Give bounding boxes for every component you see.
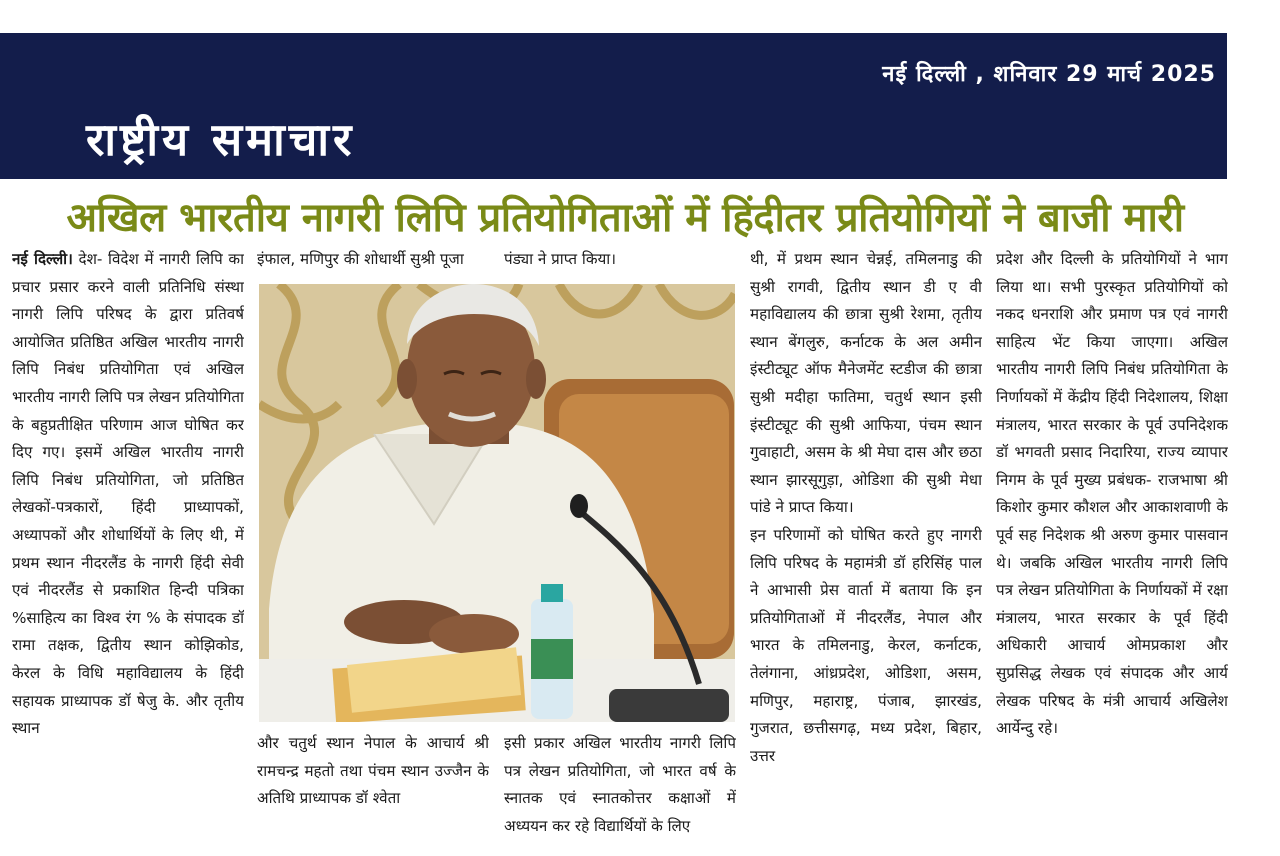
dateline: नई दिल्ली , शनिवार 29 मार्च 2025 [882,62,1216,87]
column-4-paragraph-2: इन परिणामों को घोषित करते हुए नागरी लिपि परिषद के महामंत्री डॉ हरिसिंह पाल ने आभासी प्रेस वार्ता में बताया कि इन प्रतियोगिताओं में नीदरलैंड, नेपाल और भारत के तमिलनाडु, केरल, कर्नाटक, तेलंगाना, आंध्रप्रदेश, ओडिशा, असम, मणिपुर, महाराष्ट्र, पंजाब, झारखंड, गुजरात, छत्तीसगढ़, मध्य प्रदेश, बिहार, उत्तर [750,525,982,765]
column-2-bottom-text: और चतुर्थ स्थान नेपाल के आचार्य श्री रामचन्द्र महतो तथा पंचम स्थान उज्जैन के अतिथि प्राध्यापक डॉ श्वेता [257,734,489,808]
column-4-paragraph-1: थी, में प्रथम स्थान चेन्नई, तमिलनाडु की सुश्री रागवी, द्वितीय स्थान डी ए वी महाविद्यालय की छात्रा सुश्री रेशमा, तृतीय स्थान बेंगलुरु, कर्नाटक के अल अमीन इंस्टीट्यूट ऑफ मैनेजमेंट स्टडीज की छात्रा सुश्री मदीहा फातिमा, चतुर्थ स्थान इसी इंस्टीट्यूट की सुश्री आफिया, पंचम स्थान गुवाहाटी, असम के श्री मेघा दास और छठा स्थान झारसूगुड़ा, ओडिशा की सुश्री मेधा पांडे ने प्राप्त किया। [750,250,982,517]
article-place: नई दिल्ली। [12,250,73,268]
article-column-2-bottom [257,730,489,852]
column-3-bottom-text: इसी प्रकार अखिल भारतीय नागरी लिपि पत्र लेखन प्रतियोगिता, जो भारत वर्ष के स्नातक एवं स्नातकोत्तर कक्षाओं में अध्ययन कर रहे विद्यार्थियों के लिए [504,734,736,835]
column-5-text: प्रदेश और दिल्ली के प्रतियोगियों ने भाग लिया था। सभी पुरस्कृत प्रतियोगियों को नकद धनराशि और प्रमाण पत्र एवं नागरी साहित्य भेंट किया जाएगा। अखिल भारतीय नागरी लिपि निबंध प्रतियोगिता के निर्णायकों में केंद्रीय हिंदी निदेशालय, शिक्षा मंत्रालय, भारत सरकार के पूर्व उपनिदेशक डॉ भगवती प्रसाद निदारिया, राज्य व्यापार निगम के पूर्व मुख्य प्रबंधक- राजभाषा श्री किशोर कुमार कौशल और आकाशवाणी के पूर्व सह निदेशक श्री अरुण कुमार पासवान थे। जबकि अखिल भारतीय नागरी लिपि पत्र लेखन प्रतियोगिता के निर्णायकों में रक्षा मंत्रालय, भारत सरकार के पूर्व हिंदी अधिकारी आचार्य ओमप्रकाश और सुप्रसिद्ध लेखक एवं संपादक और आर्य लेखक परिषद के मंत्री आचार्य अखिलेश आर्येन्दु रहे। [996,250,1228,738]
article-column-3-bottom [504,730,736,852]
column-1-text: देश- विदेश में नागरी लिपि का प्रचार प्रसार करने वाली प्रतिनिधि संस्था नागरी लिपि परिषद के द्वारा प्रतिवर्ष आयोजित प्रतिष्ठित अखिल भारतीय नागरी लिपि निबंध प्रतियोगिता एवं अखिल भारतीय नागरी लिपि पत्र लेखन प्रतियोगिता के बहुप्रतीक्षित परिणाम आज घोषित कर दिए गए। इसमें अखिल भारतीय नागरी लिपि निबंध प्रतियोगिता, जो प्रतिष्ठित लेखकों-पत्रकारों, हिंदी प्राध्यापकों, अध्यापकों और शोधार्थियों के लिए थी, में प्रथम स्थान नीदरलैंड के नागरी हिंदी सेवी एवं नीदरलैंड से प्रकाशित हिन्दी पत्रिका %साहित्य का विश्व रंग % के संपादक डॉ रामा तक्षक, द्वितीय स्थान कोझिकोड, केरल के विधि महाविद्यालय के हिंदी सहायक प्राध्यापक डॉ षेजु के. और तृतीय स्थान [12,250,244,738]
article-headline: अखिल भारतीय नागरी लिपि प्रतियोगिताओं में हिंदीतर प्रतियोगियों ने बाजी मारी [66,195,1184,241]
article-column-2-top [257,246,489,276]
article-column-3-top [504,246,736,276]
article-column-4 [750,246,982,851]
column-3-top-text: पंड्या ने प्राप्त किया। [504,250,616,268]
column-2-top-text: इंफाल, मणिपुर की शोधार्थी सुश्री पूजा [257,250,464,268]
section-title: राष्ट्रीय समाचार [86,113,356,166]
article-column-1 [12,246,244,851]
article-column-5 [996,246,1228,851]
news-photo [259,284,735,722]
portrait-photo-icon [259,284,735,722]
